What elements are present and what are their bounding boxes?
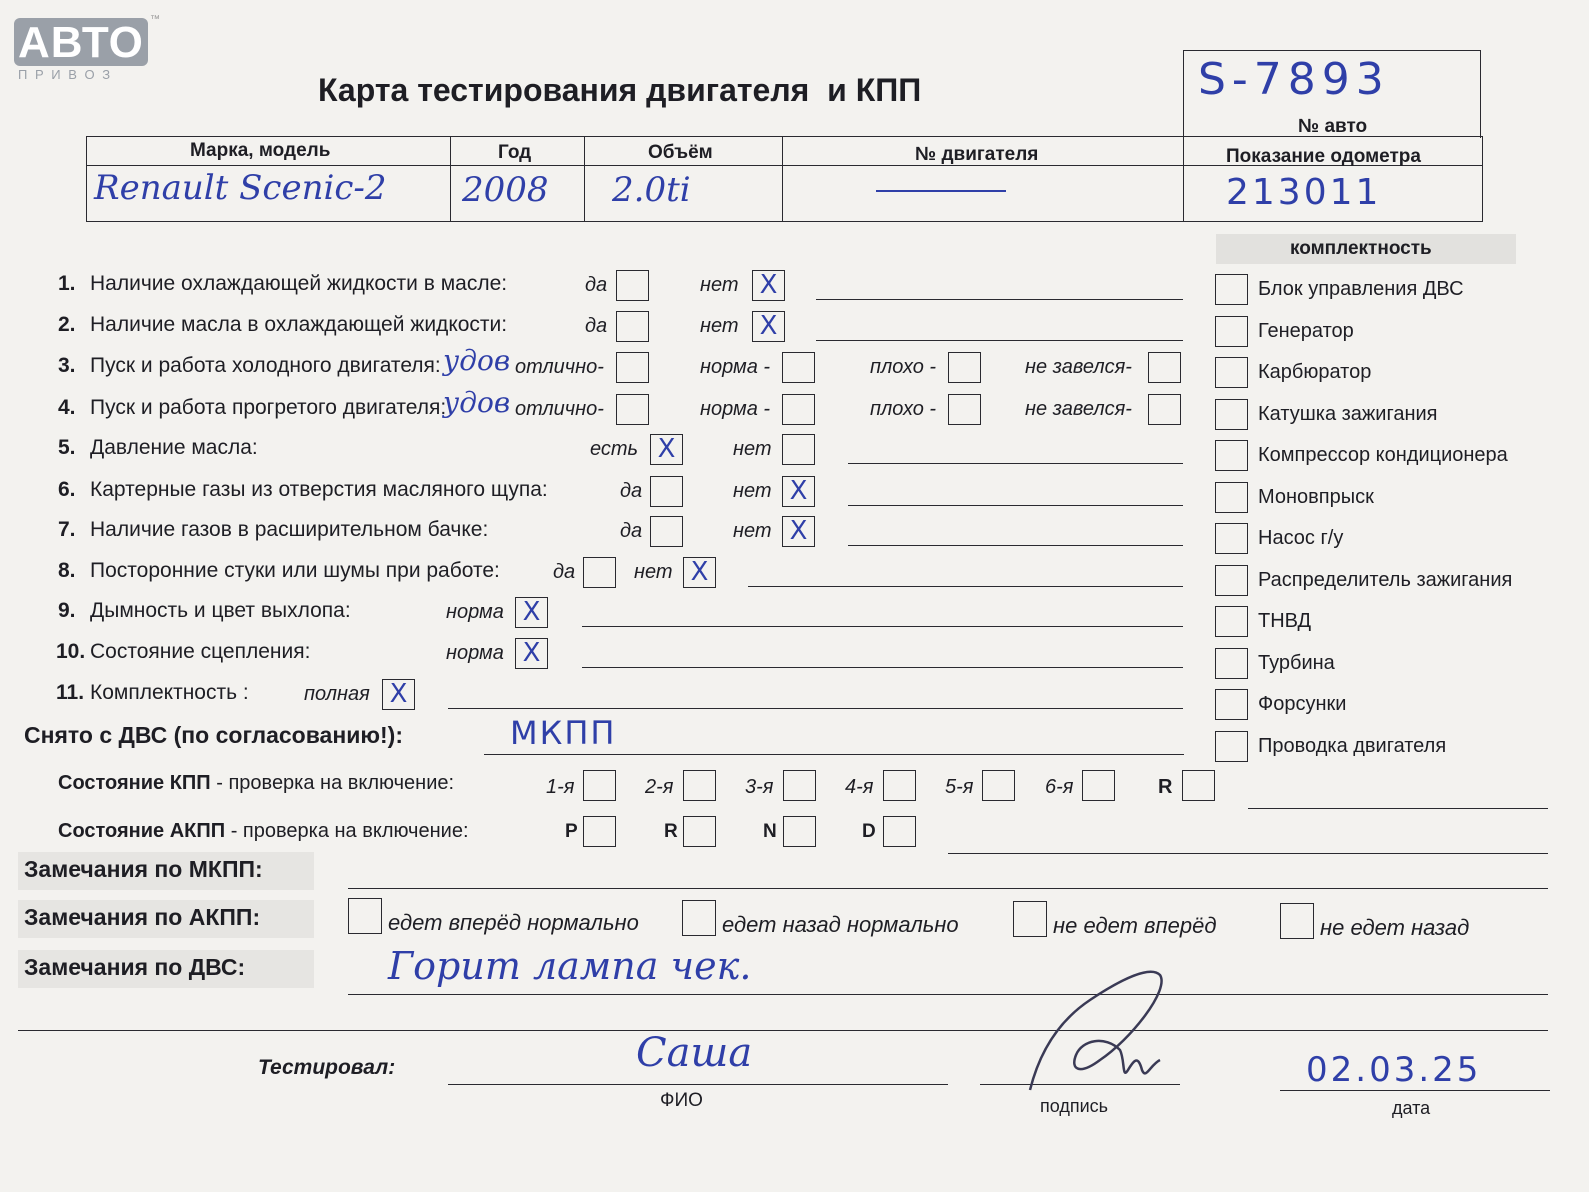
check-option-label: да [620, 480, 643, 502]
komplekt-checkbox[interactable] [1215, 440, 1248, 471]
akpp-note-checkbox[interactable] [348, 898, 382, 934]
notes-dvs-label: Замечания по ДВС: [24, 954, 246, 980]
check-text: Наличие масла в охлаждающей жидкости: [90, 313, 508, 336]
check-handwritten-note: удов [443, 344, 511, 377]
check-option-label: нет [634, 561, 673, 583]
akpp-gear-label: N [763, 821, 777, 842]
kpp-gear-label: 1-я [546, 776, 575, 798]
komplekt-checkbox[interactable] [1215, 316, 1248, 347]
date-label: дата [1392, 1098, 1431, 1118]
kpp-gear-label: 6-я [1045, 776, 1074, 798]
komplekt-checkbox[interactable] [1215, 523, 1248, 554]
check-text: Пуск и работа холодного двигателя: [90, 354, 441, 377]
kpp-gear-label: 3-я [745, 776, 774, 798]
akpp-note-checkbox[interactable] [682, 900, 716, 936]
page-title: Карта тестирования двигателя и КПП [318, 72, 922, 108]
akpp-note-label: не едет назад [1320, 914, 1470, 940]
removed-value: МКПП [510, 714, 617, 752]
check-option-checkbox[interactable]: X [752, 270, 785, 301]
komplekt-item-label: Карбюратор [1258, 361, 1372, 383]
akpp-note-label: не едет вперёд [1053, 913, 1217, 938]
komplekt-checkbox[interactable] [1215, 648, 1248, 679]
check-comment-line[interactable] [582, 667, 1183, 668]
check-text: Пуск и работа прогретого двигателя: [90, 396, 447, 419]
check-option-label: плохо - [870, 356, 937, 378]
removed-label: Снято с ДВС (по согласованию!): [24, 722, 403, 748]
logo-tm: ™ [150, 14, 160, 25]
check-option-checkbox[interactable]: X [515, 638, 548, 669]
komplekt-checkbox[interactable] [1215, 689, 1248, 720]
check-comment-line[interactable] [448, 708, 1183, 709]
val-engine-no-dash [876, 190, 1006, 192]
akpp-gear-label: R [664, 821, 678, 842]
check-option-checkbox[interactable] [782, 352, 815, 383]
akpp-note-checkbox[interactable] [1280, 903, 1314, 939]
check-option-label: нет [733, 520, 772, 542]
kpp-gear-label: R [1158, 776, 1173, 798]
kpp-label: Состояние КПП - проверка на включение: [58, 772, 455, 794]
kpp-gear-checkbox[interactable] [683, 770, 716, 801]
kpp-gear-checkbox[interactable] [1082, 770, 1115, 801]
check-option-checkbox[interactable]: X [782, 476, 815, 507]
check-option-checkbox[interactable] [1148, 352, 1181, 383]
check-number: 1. [58, 272, 76, 295]
komplekt-checkbox[interactable] [1215, 399, 1248, 430]
val-brand: Renault Scenic-2 [94, 168, 387, 208]
col-engine-no: № двигателя [915, 144, 1039, 165]
komplekt-item-label: Насос г/у [1258, 527, 1344, 549]
komplekt-checkbox[interactable] [1215, 565, 1248, 596]
check-comment-line[interactable] [582, 626, 1183, 627]
signature [1010, 960, 1210, 1100]
komplekt-item-label: Моновпрыск [1258, 485, 1374, 508]
fio-label: ФИО [660, 1090, 703, 1111]
date-value: 02.03.25 [1306, 1050, 1482, 1090]
check-number: 5. [58, 436, 76, 459]
check-comment-line[interactable] [748, 586, 1183, 587]
komplekt-item-label: Форсунки [1258, 693, 1347, 715]
check-option-checkbox[interactable] [650, 476, 683, 507]
tested-name: Саша [636, 1030, 753, 1076]
check-option-checkbox[interactable] [1148, 394, 1181, 425]
komplekt-title: комплектность [1290, 238, 1432, 259]
col-volume: Объём [648, 142, 713, 163]
check-option-label: норма - [700, 398, 771, 420]
check-text: Дымность и цвет выхлопа: [90, 599, 351, 622]
komplekt-checkbox[interactable] [1215, 357, 1248, 388]
kpp-gear-checkbox[interactable] [982, 770, 1015, 801]
check-option-label: норма [446, 601, 504, 623]
check-comment-line[interactable] [848, 545, 1183, 546]
check-number: 9. [58, 599, 76, 622]
kpp-gear-checkbox[interactable] [1182, 770, 1215, 801]
check-option-checkbox[interactable] [782, 394, 815, 425]
check-option-label: нет [700, 274, 739, 296]
check-option-label: да [585, 274, 608, 296]
check-number: 10. [56, 640, 86, 663]
check-option-label: да [585, 315, 608, 337]
check-comment-line[interactable] [848, 505, 1183, 506]
akpp-note-checkbox[interactable] [1013, 901, 1047, 937]
check-option-checkbox[interactable] [782, 434, 815, 465]
check-option-checkbox[interactable]: X [650, 434, 683, 465]
kpp-gear-label: 5-я [945, 776, 974, 798]
check-option-label: не завелся- [1025, 356, 1132, 378]
akpp-label: Состояние АКПП - проверка на включение: [58, 820, 469, 842]
notes-dvs-value: Горит лампа чек. [388, 944, 752, 988]
check-option-checkbox[interactable] [948, 352, 981, 383]
komplekt-checkbox[interactable] [1215, 731, 1248, 762]
val-volume: 2.0ti [612, 170, 691, 210]
check-text: Наличие охлаждающей жидкости в масле: [90, 272, 508, 295]
check-handwritten-note: удов [443, 386, 511, 419]
tested-label: Тестировал: [258, 1056, 396, 1079]
check-text: Наличие газов в расширительном бачке: [90, 518, 489, 541]
check-option-label: отлично- [515, 356, 604, 378]
komplekt-item-label: Блок управления ДВС [1258, 278, 1464, 300]
check-number: 4. [58, 396, 76, 419]
komplekt-item-label: Катушка зажигания [1258, 402, 1438, 425]
komplekt-checkbox[interactable] [1215, 606, 1248, 637]
check-number: 6. [58, 478, 76, 501]
check-option-checkbox[interactable] [616, 270, 649, 301]
check-option-checkbox[interactable]: X [683, 557, 716, 588]
check-text: Комплектность : [90, 681, 249, 704]
val-odometer: 213011 [1226, 172, 1382, 213]
check-text: Картерные газы из отверстия масляного щупа: [90, 478, 548, 501]
kpp-gear-label: 4-я [845, 776, 874, 798]
sign-label: подпись [1040, 1096, 1109, 1116]
check-option-checkbox[interactable]: X [515, 597, 548, 628]
check-option-checkbox[interactable]: X [782, 516, 815, 547]
komplekt-checkbox[interactable] [1215, 274, 1248, 305]
akpp-gear-label: P [565, 821, 578, 842]
komplekt-item-label: ТНВД [1258, 610, 1312, 632]
car-number-value: S-7893 [1198, 54, 1390, 105]
check-option-checkbox[interactable] [616, 394, 649, 425]
check-option-checkbox[interactable] [948, 394, 981, 425]
check-option-checkbox[interactable] [616, 311, 649, 342]
kpp-gear-checkbox[interactable] [883, 770, 916, 801]
check-option-checkbox[interactable] [583, 557, 616, 588]
check-number: 3. [58, 354, 76, 377]
check-option-label: нет [700, 315, 739, 337]
komplekt-item-label: Проводка двигателя [1258, 734, 1447, 757]
check-option-label: норма - [700, 356, 771, 378]
check-text: Давление масла: [90, 436, 258, 459]
komplekt-item-label: Компрессор кондиционера [1258, 444, 1508, 466]
check-option-label: да [620, 520, 643, 542]
notes-akpp-label: Замечания по АКПП: [24, 904, 261, 930]
car-number-label: № авто [1298, 116, 1368, 137]
check-text: Состояние сцепления: [90, 640, 311, 663]
akpp-gear-label: D [862, 821, 876, 842]
check-option-checkbox[interactable] [616, 352, 649, 383]
akpp-note-label: едет вперёд нормально [388, 910, 639, 935]
akpp-note-label: едет назад нормально [722, 911, 959, 937]
kpp-gear-checkbox[interactable] [583, 770, 616, 801]
logo-sub: П Р И В О З [18, 67, 113, 82]
akpp-gear-checkbox[interactable] [883, 816, 916, 847]
check-option-label: да [553, 561, 576, 583]
komplekt-checkbox[interactable] [1215, 482, 1248, 513]
logo-text: АВТО [18, 18, 144, 67]
check-option-label: не завелся- [1025, 398, 1132, 420]
check-comment-line[interactable] [848, 463, 1183, 464]
col-brand: Марка, модель [190, 140, 331, 161]
check-option-label: нет [733, 480, 772, 502]
check-comment-line[interactable] [816, 340, 1183, 341]
komplekt-item-label: Распределитель зажигания [1258, 568, 1513, 591]
check-number: 2. [58, 313, 76, 336]
check-option-checkbox[interactable]: X [752, 311, 785, 342]
akpp-gear-checkbox[interactable] [683, 816, 716, 847]
notes-mkpp-label: Замечания по МКПП: [24, 856, 263, 882]
kpp-gear-checkbox[interactable] [783, 770, 816, 801]
kpp-gear-label: 2-я [645, 776, 674, 798]
check-comment-line[interactable] [816, 299, 1183, 300]
check-option-label: норма [446, 642, 504, 664]
val-year: 2008 [462, 170, 549, 210]
check-option-label: полная [304, 683, 370, 705]
col-year: Год [498, 142, 532, 163]
check-number: 7. [58, 518, 76, 541]
komplekt-item-label: Турбина [1258, 651, 1335, 674]
komplekt-item-label: Генератор [1258, 319, 1354, 342]
check-option-label: есть [590, 438, 639, 460]
check-option-checkbox[interactable] [650, 516, 683, 547]
check-option-checkbox[interactable]: X [382, 679, 415, 710]
akpp-gear-checkbox[interactable] [583, 816, 616, 847]
check-option-label: плохо - [870, 398, 937, 420]
check-number: 11. [56, 681, 85, 704]
check-option-label: отлично- [515, 398, 604, 420]
akpp-gear-checkbox[interactable] [783, 816, 816, 847]
check-text: Посторонние стуки или шумы при работе: [90, 559, 500, 582]
check-option-label: нет [733, 438, 772, 460]
check-number: 8. [58, 559, 76, 582]
col-odometer: Показание одометра [1226, 146, 1421, 167]
